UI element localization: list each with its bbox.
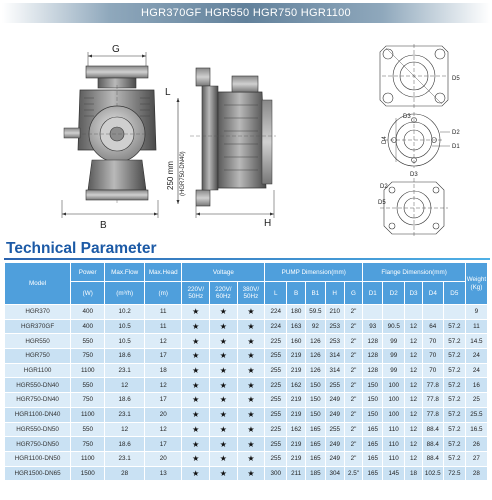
cell-power: 1100 — [71, 451, 105, 466]
cell-b1: 185 — [305, 466, 325, 481]
cell-max-head: 17 — [145, 349, 182, 364]
cell-max-head: 11 — [145, 305, 182, 320]
cell-model: HGR370 — [5, 305, 71, 320]
header-max-head: Max.Head — [145, 263, 182, 282]
cell-b1: 126 — [305, 363, 325, 378]
header-max-flow-unit: (m³/h) — [105, 282, 145, 305]
section-title: Technical Parameter — [6, 240, 157, 257]
front-view — [62, 44, 158, 231]
table-row — [5, 334, 488, 349]
cell-max-flow: 10.5 — [105, 334, 145, 349]
cell-model: HGR750 — [5, 349, 71, 364]
cell-d4: 64 — [422, 319, 443, 334]
cell-g: 2" — [344, 363, 363, 378]
cell-d3: 12 — [405, 393, 423, 408]
voltage-star: ★ — [182, 349, 210, 364]
cell-model: HGR1100-DN40 — [5, 407, 71, 422]
section-divider — [4, 258, 490, 260]
voltage-star: ★ — [237, 334, 265, 349]
cell-g: 2" — [344, 349, 363, 364]
cell-g: 2" — [344, 407, 363, 422]
cell-weight: 24 — [465, 363, 487, 378]
cell-g: 2.5" — [344, 466, 363, 481]
header-d2: D2 — [383, 282, 405, 305]
voltage-star: ★ — [237, 393, 265, 408]
voltage-star: ★ — [182, 378, 210, 393]
label-d4-mid: D4 — [382, 136, 388, 144]
header-pump-dimension: PUMP Dimension(mm) — [265, 263, 363, 282]
cell-weight: 24 — [465, 349, 487, 364]
cell-max-head: 18 — [145, 363, 182, 378]
label-d2-mid: D2 — [452, 130, 460, 136]
cell-d2: 99 — [383, 363, 405, 378]
cell-d1: 128 — [363, 349, 383, 364]
cell-h: 304 — [325, 466, 344, 481]
cell-max-head: 12 — [145, 422, 182, 437]
cell-weight: 14.5 — [465, 334, 487, 349]
cell-b: 219 — [287, 349, 306, 364]
cell-d5: 57.2 — [443, 334, 465, 349]
table-row — [5, 437, 488, 452]
voltage-star: ★ — [182, 363, 210, 378]
voltage-star: ★ — [237, 363, 265, 378]
voltage-star: ★ — [182, 334, 210, 349]
voltage-star: ★ — [237, 349, 265, 364]
header-d3: D3 — [405, 282, 423, 305]
flange-top-view — [380, 44, 448, 108]
cell-d2: 110 — [383, 422, 405, 437]
label-h: H — [264, 218, 272, 229]
cell-h: 255 — [325, 422, 344, 437]
cell-b1: 126 — [305, 349, 325, 364]
cell-d5: 57.2 — [443, 378, 465, 393]
header-h: H — [325, 282, 344, 305]
dimension-250mm: 250 mm — [166, 161, 175, 190]
cell-d2: 99 — [383, 334, 405, 349]
technical-parameter-table — [4, 262, 488, 481]
cell-d5: 57.2 — [443, 451, 465, 466]
voltage-star: ★ — [210, 319, 238, 334]
label-g: G — [112, 44, 120, 55]
header-voltage-220-50: 220V/ 50Hz — [182, 282, 210, 305]
cell-d5: 57.2 — [443, 349, 465, 364]
header-voltage: Voltage — [182, 263, 265, 282]
cell-d3: 12 — [405, 334, 423, 349]
cell-l: 300 — [265, 466, 287, 481]
cell-d1: 165 — [363, 437, 383, 452]
cell-power: 550 — [71, 378, 105, 393]
cell-max-flow: 18.6 — [105, 393, 145, 408]
cell-h: 253 — [325, 319, 344, 334]
voltage-star: ★ — [237, 451, 265, 466]
cell-b1: 150 — [305, 378, 325, 393]
cell-l: 224 — [265, 319, 287, 334]
cell-h: 249 — [325, 407, 344, 422]
cell-d3: 18 — [405, 466, 423, 481]
title-banner — [2, 3, 490, 23]
cell-model: HGR750-DN40 — [5, 393, 71, 408]
voltage-star: ★ — [210, 349, 238, 364]
label-b: B — [100, 220, 107, 231]
label-l: L — [165, 87, 171, 98]
voltage-star: ★ — [182, 437, 210, 452]
cell-model: HGR550-DN40 — [5, 378, 71, 393]
cell-d5: 57.2 — [443, 393, 465, 408]
cell-power: 400 — [71, 319, 105, 334]
cell-b: 163 — [287, 319, 306, 334]
cell-d4: 77.8 — [422, 393, 443, 408]
voltage-star: ★ — [182, 407, 210, 422]
cell-power: 1500 — [71, 466, 105, 481]
cell-max-head: 13 — [145, 466, 182, 481]
cell-weight: 28 — [465, 466, 487, 481]
flange-bottom-view — [380, 178, 448, 238]
header-d1: D1 — [363, 282, 383, 305]
label-d5-top: D5 — [452, 76, 460, 82]
cell-max-flow: 12 — [105, 422, 145, 437]
header-b: B — [287, 282, 306, 305]
cell-weight: 11 — [465, 319, 487, 334]
cell-d5: 57.2 — [443, 422, 465, 437]
cell-max-flow: 18.6 — [105, 437, 145, 452]
cell-max-flow: 23.1 — [105, 451, 145, 466]
cell-d3: 12 — [405, 422, 423, 437]
header-max-flow: Max.Flow — [105, 263, 145, 282]
cell-power: 1100 — [71, 363, 105, 378]
cell-b: 160 — [287, 334, 306, 349]
table-row — [5, 422, 488, 437]
voltage-star: ★ — [210, 393, 238, 408]
cell-b: 219 — [287, 437, 306, 452]
cell-h: 314 — [325, 363, 344, 378]
header-d5: D5 — [443, 282, 465, 305]
cell-b1: 126 — [305, 334, 325, 349]
cell-d5: 57.2 — [443, 363, 465, 378]
banner-title: HGR370GF HGR550 HGR750 HGR1100 — [141, 7, 351, 19]
cell-d4: 70 — [422, 349, 443, 364]
cell-d2: 100 — [383, 378, 405, 393]
cell-l: 255 — [265, 349, 287, 364]
cell-d3 — [405, 305, 423, 320]
voltage-star: ★ — [210, 407, 238, 422]
cell-l: 255 — [265, 393, 287, 408]
cell-max-head: 17 — [145, 393, 182, 408]
cell-weight: 16 — [465, 378, 487, 393]
cell-d2 — [383, 305, 405, 320]
cell-d4: 102.5 — [422, 466, 443, 481]
cell-d4: 88.4 — [422, 422, 443, 437]
cell-d4: 70 — [422, 363, 443, 378]
cell-g: 2" — [344, 378, 363, 393]
cell-power: 550 — [71, 334, 105, 349]
cell-l: 225 — [265, 378, 287, 393]
table-row — [5, 451, 488, 466]
cell-max-flow: 23.1 — [105, 363, 145, 378]
voltage-star: ★ — [182, 451, 210, 466]
voltage-star: ★ — [237, 422, 265, 437]
cell-g: 2" — [344, 334, 363, 349]
voltage-star: ★ — [237, 378, 265, 393]
cell-b1: 165 — [305, 437, 325, 452]
cell-d3: 12 — [405, 451, 423, 466]
cell-model: HGR1100 — [5, 363, 71, 378]
label-d3-top: D3 — [403, 114, 411, 120]
cell-power: 750 — [71, 393, 105, 408]
cell-b1: 150 — [305, 393, 325, 408]
label-d1-mid: D1 — [452, 144, 460, 150]
cell-max-flow: 10.5 — [105, 319, 145, 334]
voltage-star: ★ — [182, 422, 210, 437]
header-g: G — [344, 282, 363, 305]
cell-d5: 57.2 — [443, 319, 465, 334]
cell-d4: 77.8 — [422, 378, 443, 393]
cell-l: 255 — [265, 407, 287, 422]
cell-d5: 72.5 — [443, 466, 465, 481]
cell-b1: 92 — [305, 319, 325, 334]
cell-b: 211 — [287, 466, 306, 481]
cell-weight: 9 — [465, 305, 487, 320]
cell-d3: 12 — [405, 378, 423, 393]
cell-d4: 88.4 — [422, 437, 443, 452]
cell-h: 253 — [325, 334, 344, 349]
cell-model: HGR1100-DN50 — [5, 451, 71, 466]
cell-g: 2" — [344, 319, 363, 334]
cell-h: 255 — [325, 378, 344, 393]
cell-b1: 150 — [305, 407, 325, 422]
cell-g: 2" — [344, 437, 363, 452]
cell-d5: 57.2 — [443, 407, 465, 422]
cell-h: 249 — [325, 437, 344, 452]
cell-weight: 16.5 — [465, 422, 487, 437]
cell-d1: 150 — [363, 407, 383, 422]
cell-d1: 165 — [363, 466, 383, 481]
cell-power: 550 — [71, 422, 105, 437]
table-body — [5, 305, 488, 481]
cell-d3: 12 — [405, 349, 423, 364]
cell-d1: 128 — [363, 363, 383, 378]
voltage-star: ★ — [210, 451, 238, 466]
cell-b: 162 — [287, 378, 306, 393]
voltage-star: ★ — [210, 363, 238, 378]
cell-h: 314 — [325, 349, 344, 364]
cell-model: HGR550 — [5, 334, 71, 349]
cell-max-head: 12 — [145, 378, 182, 393]
voltage-star: ★ — [210, 305, 238, 320]
cell-max-flow: 18.6 — [105, 349, 145, 364]
cell-max-flow: 10.2 — [105, 305, 145, 320]
voltage-star: ★ — [182, 319, 210, 334]
label-d5-bottom: D5 — [378, 200, 386, 206]
header-voltage-220-60: 220V/ 60Hz — [210, 282, 238, 305]
header-voltage-380-50: 380V/ 50Hz — [237, 282, 265, 305]
cell-d2: 90.5 — [383, 319, 405, 334]
cell-d3: 12 — [405, 407, 423, 422]
cell-d2: 100 — [383, 407, 405, 422]
cell-model: HGR550-DN50 — [5, 422, 71, 437]
cell-d1: 165 — [363, 451, 383, 466]
header-power: Power — [71, 263, 105, 282]
cell-max-head: 20 — [145, 407, 182, 422]
cell-d4 — [422, 305, 443, 320]
voltage-star: ★ — [182, 393, 210, 408]
cell-d3: 12 — [405, 319, 423, 334]
cell-d4: 88.4 — [422, 451, 443, 466]
cell-d2: 145 — [383, 466, 405, 481]
cell-power: 400 — [71, 305, 105, 320]
cell-l: 225 — [265, 334, 287, 349]
label-d2-bottom: D2 — [380, 184, 388, 190]
voltage-star: ★ — [237, 407, 265, 422]
table-row — [5, 407, 488, 422]
side-view — [190, 68, 276, 229]
cell-g: 2" — [344, 451, 363, 466]
cell-weight: 25.5 — [465, 407, 487, 422]
table-row — [5, 363, 488, 378]
cell-g: 2" — [344, 305, 363, 320]
voltage-star: ★ — [237, 319, 265, 334]
cell-d4: 77.8 — [422, 407, 443, 422]
cell-max-flow: 23.1 — [105, 407, 145, 422]
cell-max-flow: 12 — [105, 378, 145, 393]
cell-weight: 25 — [465, 393, 487, 408]
cell-d2: 110 — [383, 437, 405, 452]
label-d3-mid: D3 — [410, 172, 418, 178]
cell-l: 225 — [265, 422, 287, 437]
voltage-star: ★ — [210, 378, 238, 393]
cell-d4: 70 — [422, 334, 443, 349]
cell-g: 2" — [344, 393, 363, 408]
cell-l: 224 — [265, 305, 287, 320]
header-d4: D4 — [422, 282, 443, 305]
cell-weight: 26 — [465, 437, 487, 452]
cell-l: 255 — [265, 363, 287, 378]
header-flange-dimension: Flange Dimension(mm) — [363, 263, 466, 282]
cell-d1: 150 — [363, 378, 383, 393]
voltage-star: ★ — [182, 466, 210, 481]
cell-l: 255 — [265, 451, 287, 466]
cell-d3: 12 — [405, 437, 423, 452]
table-row — [5, 305, 488, 320]
table-row — [5, 466, 488, 481]
cell-b1: 59.5 — [305, 305, 325, 320]
cell-b1: 165 — [305, 451, 325, 466]
header-b1: B1 — [305, 282, 325, 305]
voltage-star: ★ — [210, 437, 238, 452]
dimension-note: (HGR750-DN40) — [180, 151, 186, 196]
cell-d1: 93 — [363, 319, 383, 334]
header-power-unit: (W) — [71, 282, 105, 305]
voltage-star: ★ — [237, 305, 265, 320]
cell-max-head: 12 — [145, 334, 182, 349]
technical-drawings — [0, 26, 492, 240]
cell-model: HGR370GF — [5, 319, 71, 334]
cell-b: 162 — [287, 422, 306, 437]
cell-b: 180 — [287, 305, 306, 320]
cell-d1 — [363, 305, 383, 320]
table-row — [5, 393, 488, 408]
voltage-star: ★ — [210, 334, 238, 349]
cell-model: HGR1500-DN65 — [5, 466, 71, 481]
cell-d2: 100 — [383, 393, 405, 408]
cell-d2: 99 — [383, 349, 405, 364]
cell-h: 249 — [325, 451, 344, 466]
cell-h: 210 — [325, 305, 344, 320]
cell-max-head: 20 — [145, 451, 182, 466]
cell-power: 1100 — [71, 407, 105, 422]
cell-d1: 165 — [363, 422, 383, 437]
header-weight: Weight (Kg) — [465, 263, 487, 305]
cell-d5 — [443, 305, 465, 320]
cell-power: 750 — [71, 437, 105, 452]
cell-l: 255 — [265, 437, 287, 452]
header-model: Model — [5, 263, 71, 305]
voltage-star: ★ — [237, 437, 265, 452]
cell-max-head: 17 — [145, 437, 182, 452]
voltage-star: ★ — [210, 466, 238, 481]
cell-d2: 110 — [383, 451, 405, 466]
voltage-star: ★ — [210, 422, 238, 437]
header-max-head-unit: (m) — [145, 282, 182, 305]
cell-weight: 27 — [465, 451, 487, 466]
table-row — [5, 349, 488, 364]
cell-max-flow: 28 — [105, 466, 145, 481]
table-row — [5, 378, 488, 393]
cell-b1: 165 — [305, 422, 325, 437]
header-l: L — [265, 282, 287, 305]
table-row — [5, 319, 488, 334]
cell-model: HGR750-DN50 — [5, 437, 71, 452]
cell-g: 2" — [344, 422, 363, 437]
cell-d1: 128 — [363, 334, 383, 349]
cell-h: 249 — [325, 393, 344, 408]
cell-power: 750 — [71, 349, 105, 364]
cell-max-head: 11 — [145, 319, 182, 334]
cell-b: 219 — [287, 451, 306, 466]
voltage-star: ★ — [237, 466, 265, 481]
cell-b: 219 — [287, 363, 306, 378]
flange-round-view — [384, 112, 450, 168]
cell-b: 219 — [287, 407, 306, 422]
cell-d3: 12 — [405, 363, 423, 378]
cell-d5: 57.2 — [443, 437, 465, 452]
cell-d1: 150 — [363, 393, 383, 408]
voltage-star: ★ — [182, 305, 210, 320]
cell-b: 219 — [287, 393, 306, 408]
